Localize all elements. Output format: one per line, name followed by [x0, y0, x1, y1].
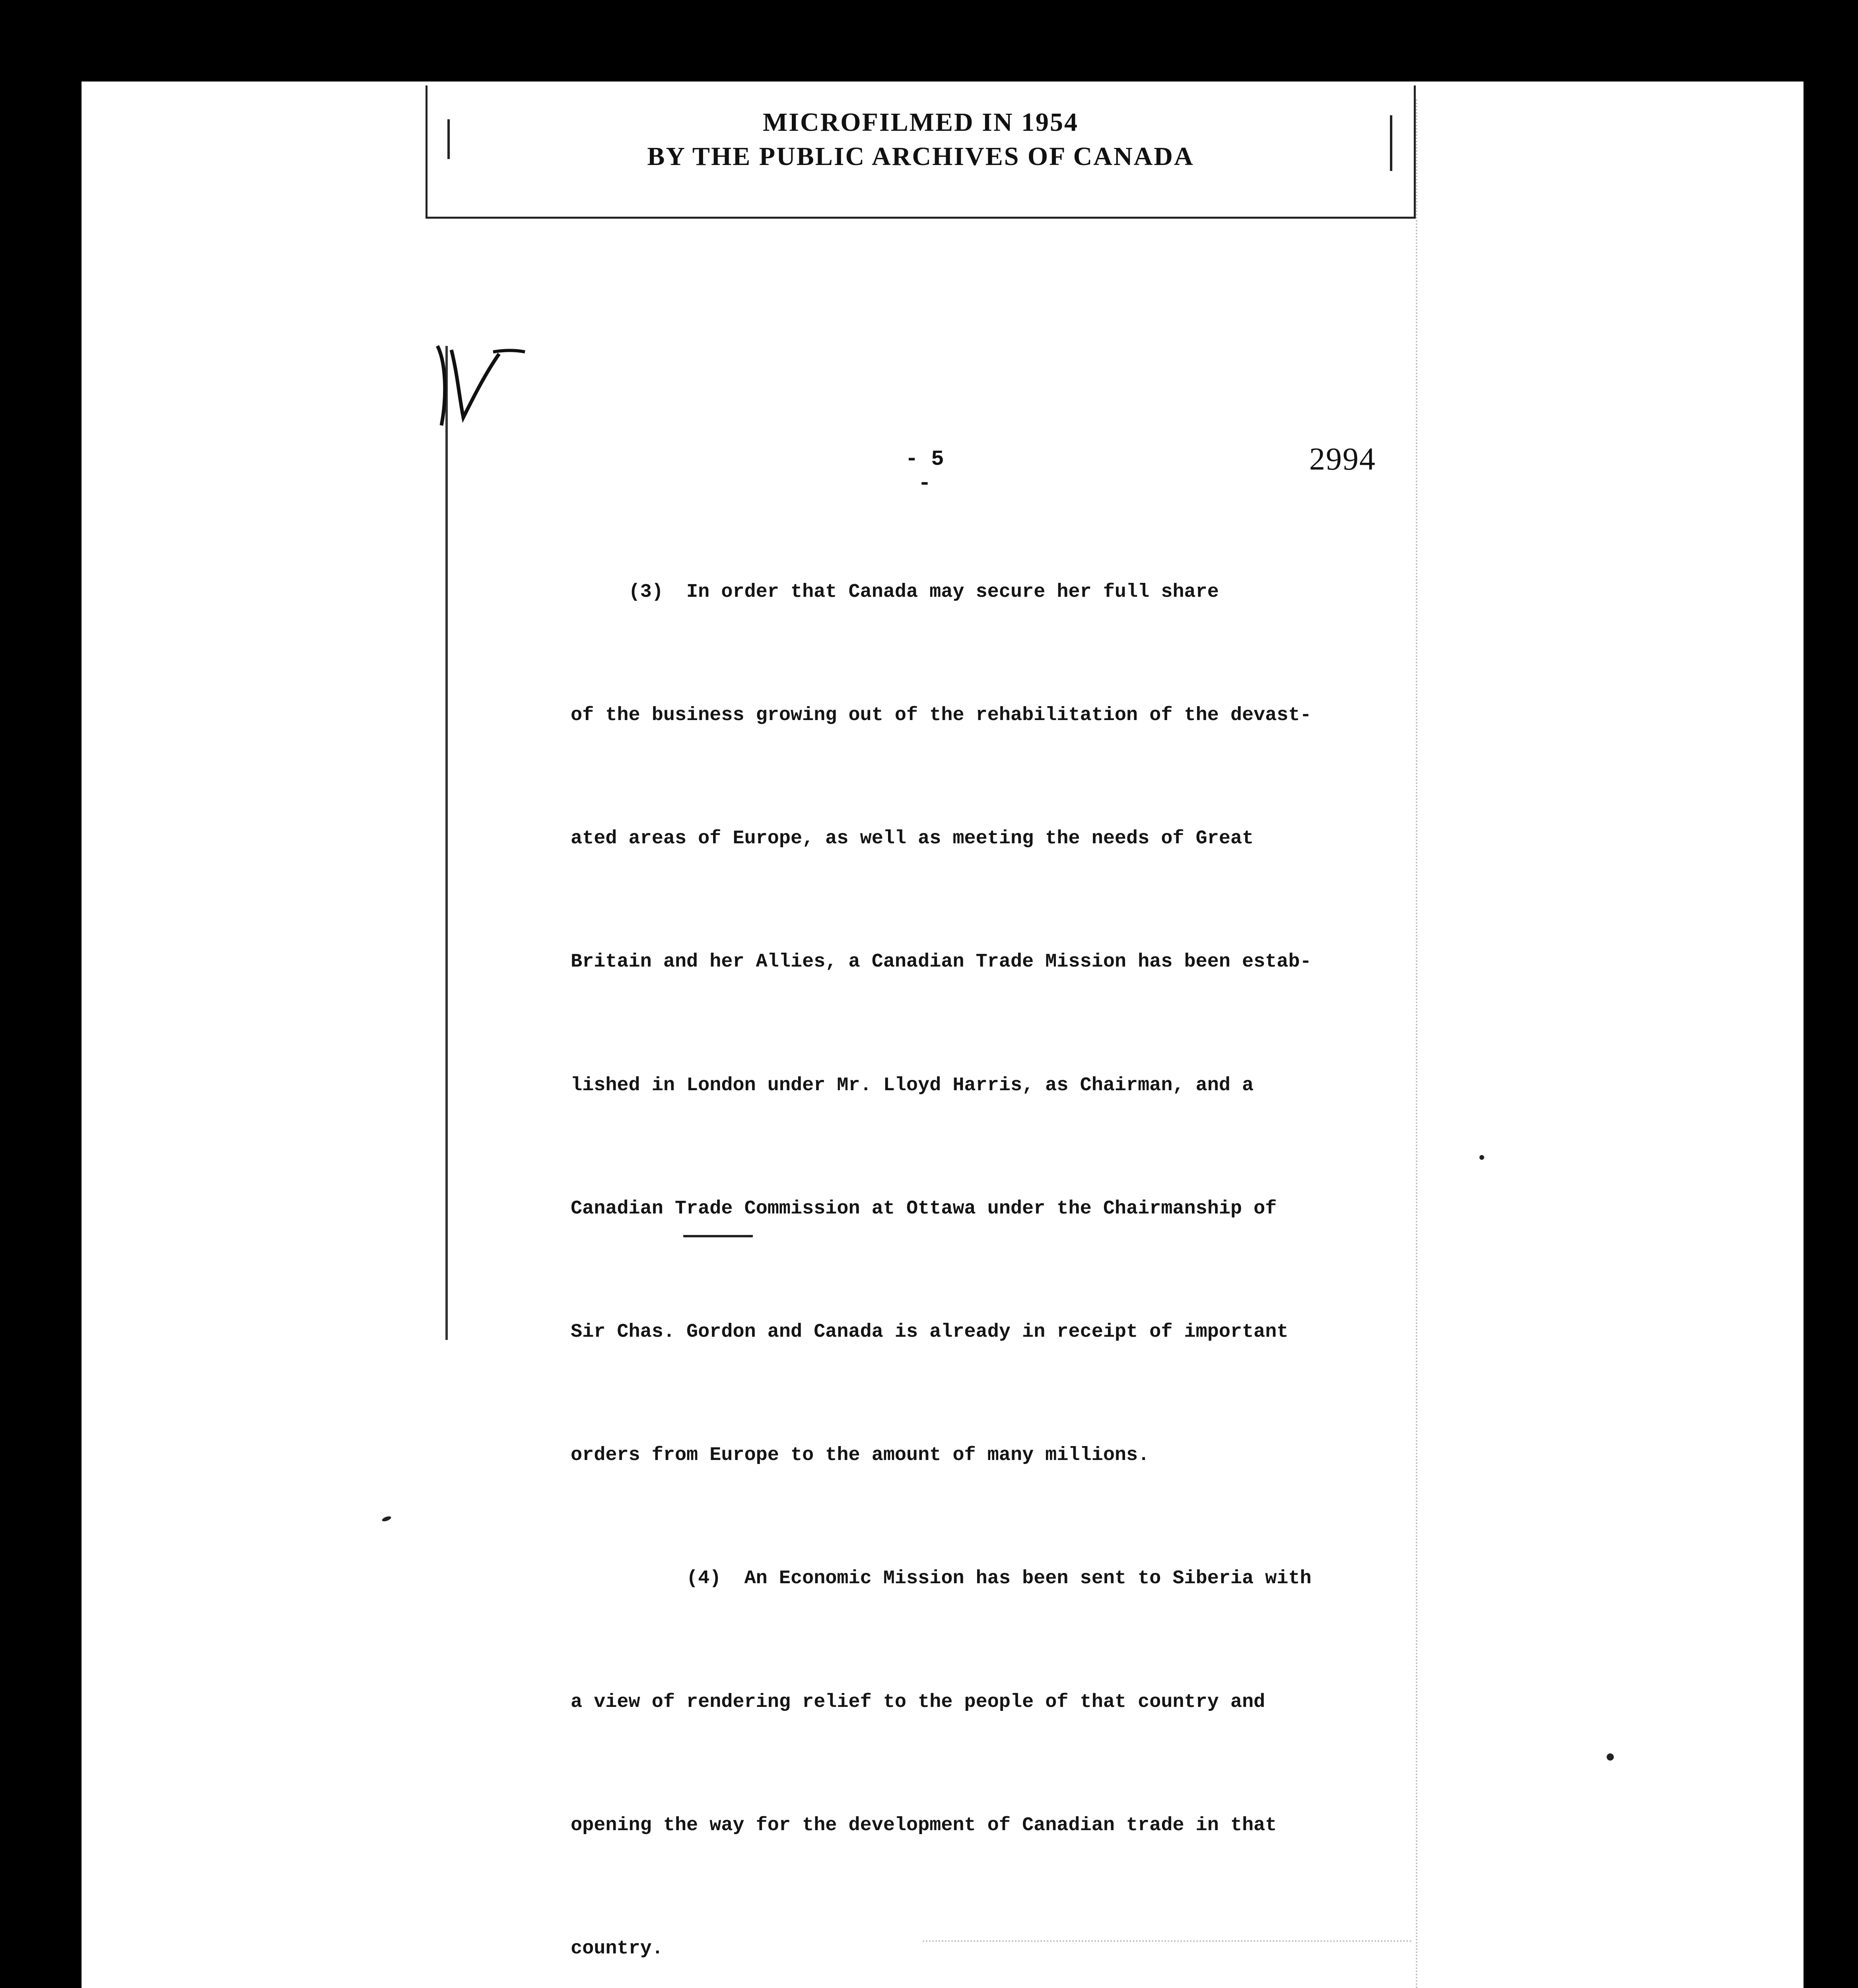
header-line-1: MICROFILMED IN 1954 — [763, 108, 1079, 137]
text-line: Canadian Trade Commission at Ottawa under the Chairmanship of — [571, 1197, 1277, 1219]
text-line: Britain and her Allies, a Canadian Trade Mission has been estab- — [571, 951, 1312, 973]
header-left-tick — [447, 119, 450, 159]
text-line: ated areas of Europe, as well as meeting the needs of Great — [571, 827, 1254, 850]
text-line: Sir Chas. Gordon and Canada is already in receipt of important — [571, 1321, 1289, 1343]
header-right-tick — [1390, 115, 1392, 171]
document-body — [571, 489, 1426, 1988]
text-line: (4) An Economic Mission has been sent to Siberia with — [571, 1567, 1312, 1590]
text-line: lished in London under Mr. Lloyd Harris, as Chairman, and a — [571, 1074, 1254, 1096]
document-left-edge — [445, 346, 448, 1340]
handwritten-mark — [430, 338, 529, 429]
film-speck — [1479, 1155, 1484, 1160]
page-number: - 5 - — [905, 447, 944, 496]
heading-underline — [683, 1235, 753, 1237]
text-line: country. — [571, 1938, 663, 1960]
text-line: orders from Europe to the amount of many millions. — [571, 1444, 1150, 1466]
header-line-2: BY THE PUBLIC ARCHIVES OF CANADA — [647, 142, 1194, 171]
microfilm-header-box — [426, 85, 1416, 219]
document-number: 2994 — [1309, 442, 1376, 477]
text-line: a view of rendering relief to the people of that country and — [571, 1691, 1265, 1713]
text-line: (3) In order that Canada may secure her full share — [571, 580, 1219, 603]
text-line: opening the way for the development of Canadian trade in that — [571, 1814, 1277, 1836]
film-speck — [1607, 1753, 1614, 1761]
text-line: of the business growing out of the rehabilitation of the devast- — [571, 704, 1312, 726]
